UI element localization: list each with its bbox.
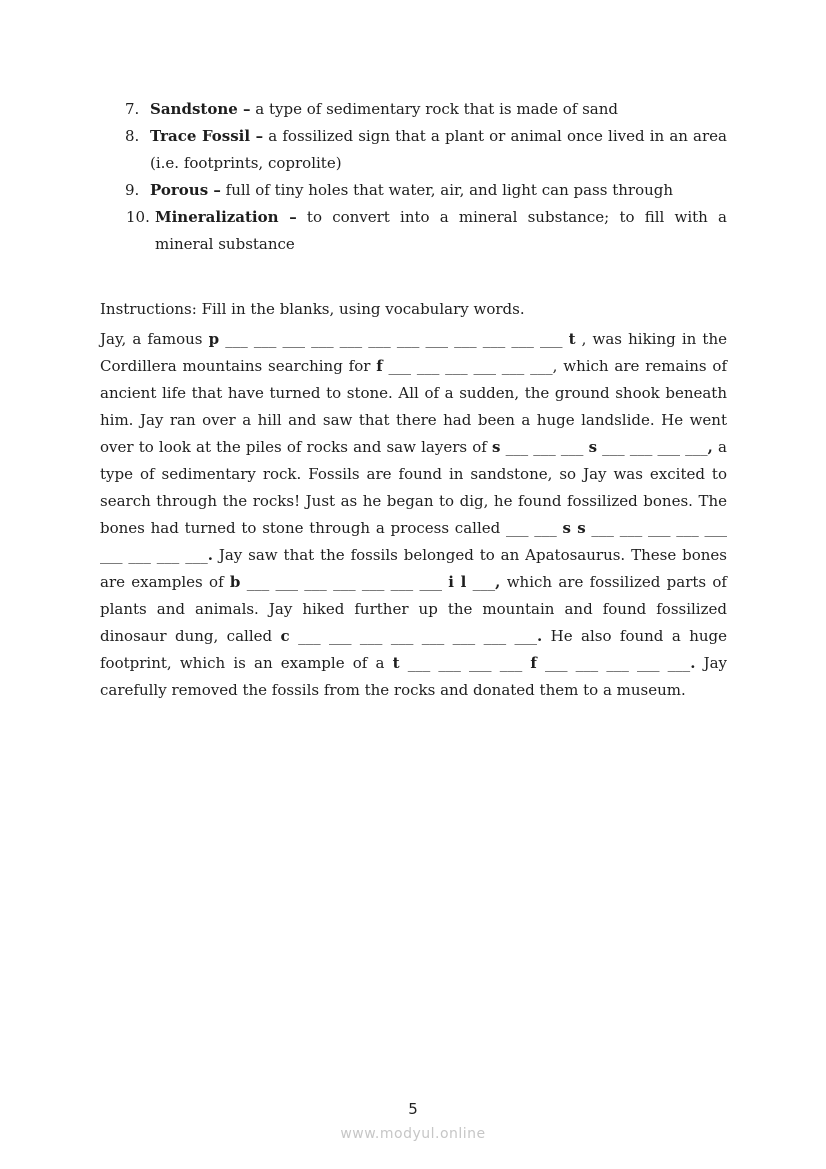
blank-hint-letter: c: [280, 627, 290, 645]
vocabulary-term: Mineralization –: [155, 208, 297, 226]
blank-hint-letter: t: [568, 330, 576, 348]
page-number: 5: [408, 1100, 418, 1118]
watermark: www.modyul.online: [340, 1126, 486, 1142]
answer-blank: ___ ___ ___ ___: [399, 654, 531, 672]
answer-blank: ___ ___ ___: [500, 438, 589, 456]
blank-hint-letter: f: [530, 654, 537, 672]
passage-text: Jay, a famous: [100, 330, 209, 348]
blank-hint-letter: s s: [562, 519, 586, 537]
passage-text: Jay carefully removed the fossils from the rocks and donated them to a museum.: [100, 654, 728, 699]
blank-hint-letter: f: [376, 357, 383, 375]
blank-hint-letter: s: [588, 438, 598, 456]
vocabulary-list: [100, 96, 727, 258]
vocabulary-definition: to convert into a mineral substance; to fill with a mineral substance: [155, 208, 727, 253]
passage-punctuation: .: [537, 627, 543, 645]
item-number: 10.: [126, 208, 150, 226]
answer-blank: ___ ___ ___ ___ ___ ___ ___ ___ ___: [100, 519, 727, 564]
vocabulary-item: [100, 177, 727, 204]
blank-hint-letter: b: [229, 573, 241, 591]
passage-text: a type of sedimentary rock. Fossils are found in sandstone, so Jay was excited to search through the rocks! Just as he began to dig, he found fossilized bones. The bones had turned to stone through a process called ___ ___: [100, 438, 727, 537]
passage-text: ___ ___ ___ ___ ___ ___, which are remains of ancient life that have turned to stone. All of a sudden, the ground shook beneath him. Jay ran over a hill and saw that there had been a huge landslide. He went over to look at the piles of rocks and saw layers of: [100, 357, 728, 456]
blank-hint-letter: p: [208, 330, 220, 348]
passage-punctuation: .: [207, 546, 213, 564]
passage-text: He also found a huge footprint, which is an example of a: [100, 627, 727, 672]
answer-blank: ___ ___ ___ ___ ___: [536, 654, 691, 672]
answer-blank: ___ ___ ___ ___ ___ ___ ___ ___: [289, 627, 537, 645]
passage-text: Jay saw that the fossils belonged to an Apatosaurus. These bones are examples of: [100, 546, 727, 591]
answer-blank: ___ ___ ___ ___ ___ ___ ___: [240, 573, 449, 591]
answer-blank: ___: [466, 573, 496, 591]
vocabulary-item: [100, 123, 727, 177]
vocabulary-term: Porous –: [150, 181, 221, 199]
item-number: 7.: [125, 100, 140, 118]
fill-in-passage: [100, 326, 727, 704]
vocabulary-definition: a fossilized sign that a plant or animal once lived in an area (i.e. footprints, coprolite): [150, 127, 727, 172]
answer-blank: ___ ___ ___ ___: [597, 438, 708, 456]
answer-blank: ___ ___ ___ ___ ___ ___ ___ ___ ___ ___ ___ ___: [219, 330, 569, 348]
vocabulary-item: [100, 96, 727, 123]
item-number: 8.: [125, 127, 140, 145]
blank-hint-letter: s: [491, 438, 501, 456]
passage-text: , was hiking in the Cordillera mountains searching for: [100, 330, 727, 375]
vocabulary-term: Trace Fossil –: [150, 127, 264, 145]
vocabulary-term: Sandstone –: [150, 100, 251, 118]
blank-hint-letter: i l: [448, 573, 467, 591]
vocabulary-item: [100, 204, 727, 258]
blank-hint-letter: t: [392, 654, 400, 672]
passage-punctuation: ,: [707, 438, 713, 456]
vocabulary-definition: a type of sedimentary rock that is made of sand: [250, 100, 619, 118]
passage-punctuation: .: [690, 654, 696, 672]
instructions: Instructions: Fill in the blanks, using vocabulary words.: [100, 300, 525, 318]
passage-punctuation: ,: [495, 573, 501, 591]
passage-text: which are fossilized parts of plants and animals. Jay hiked further up the mountain and found fossilized dinosaur dung, called: [100, 573, 727, 645]
item-number: 9.: [125, 181, 140, 199]
vocabulary-definition: full of tiny holes that water, air, and light can pass through: [220, 181, 674, 199]
